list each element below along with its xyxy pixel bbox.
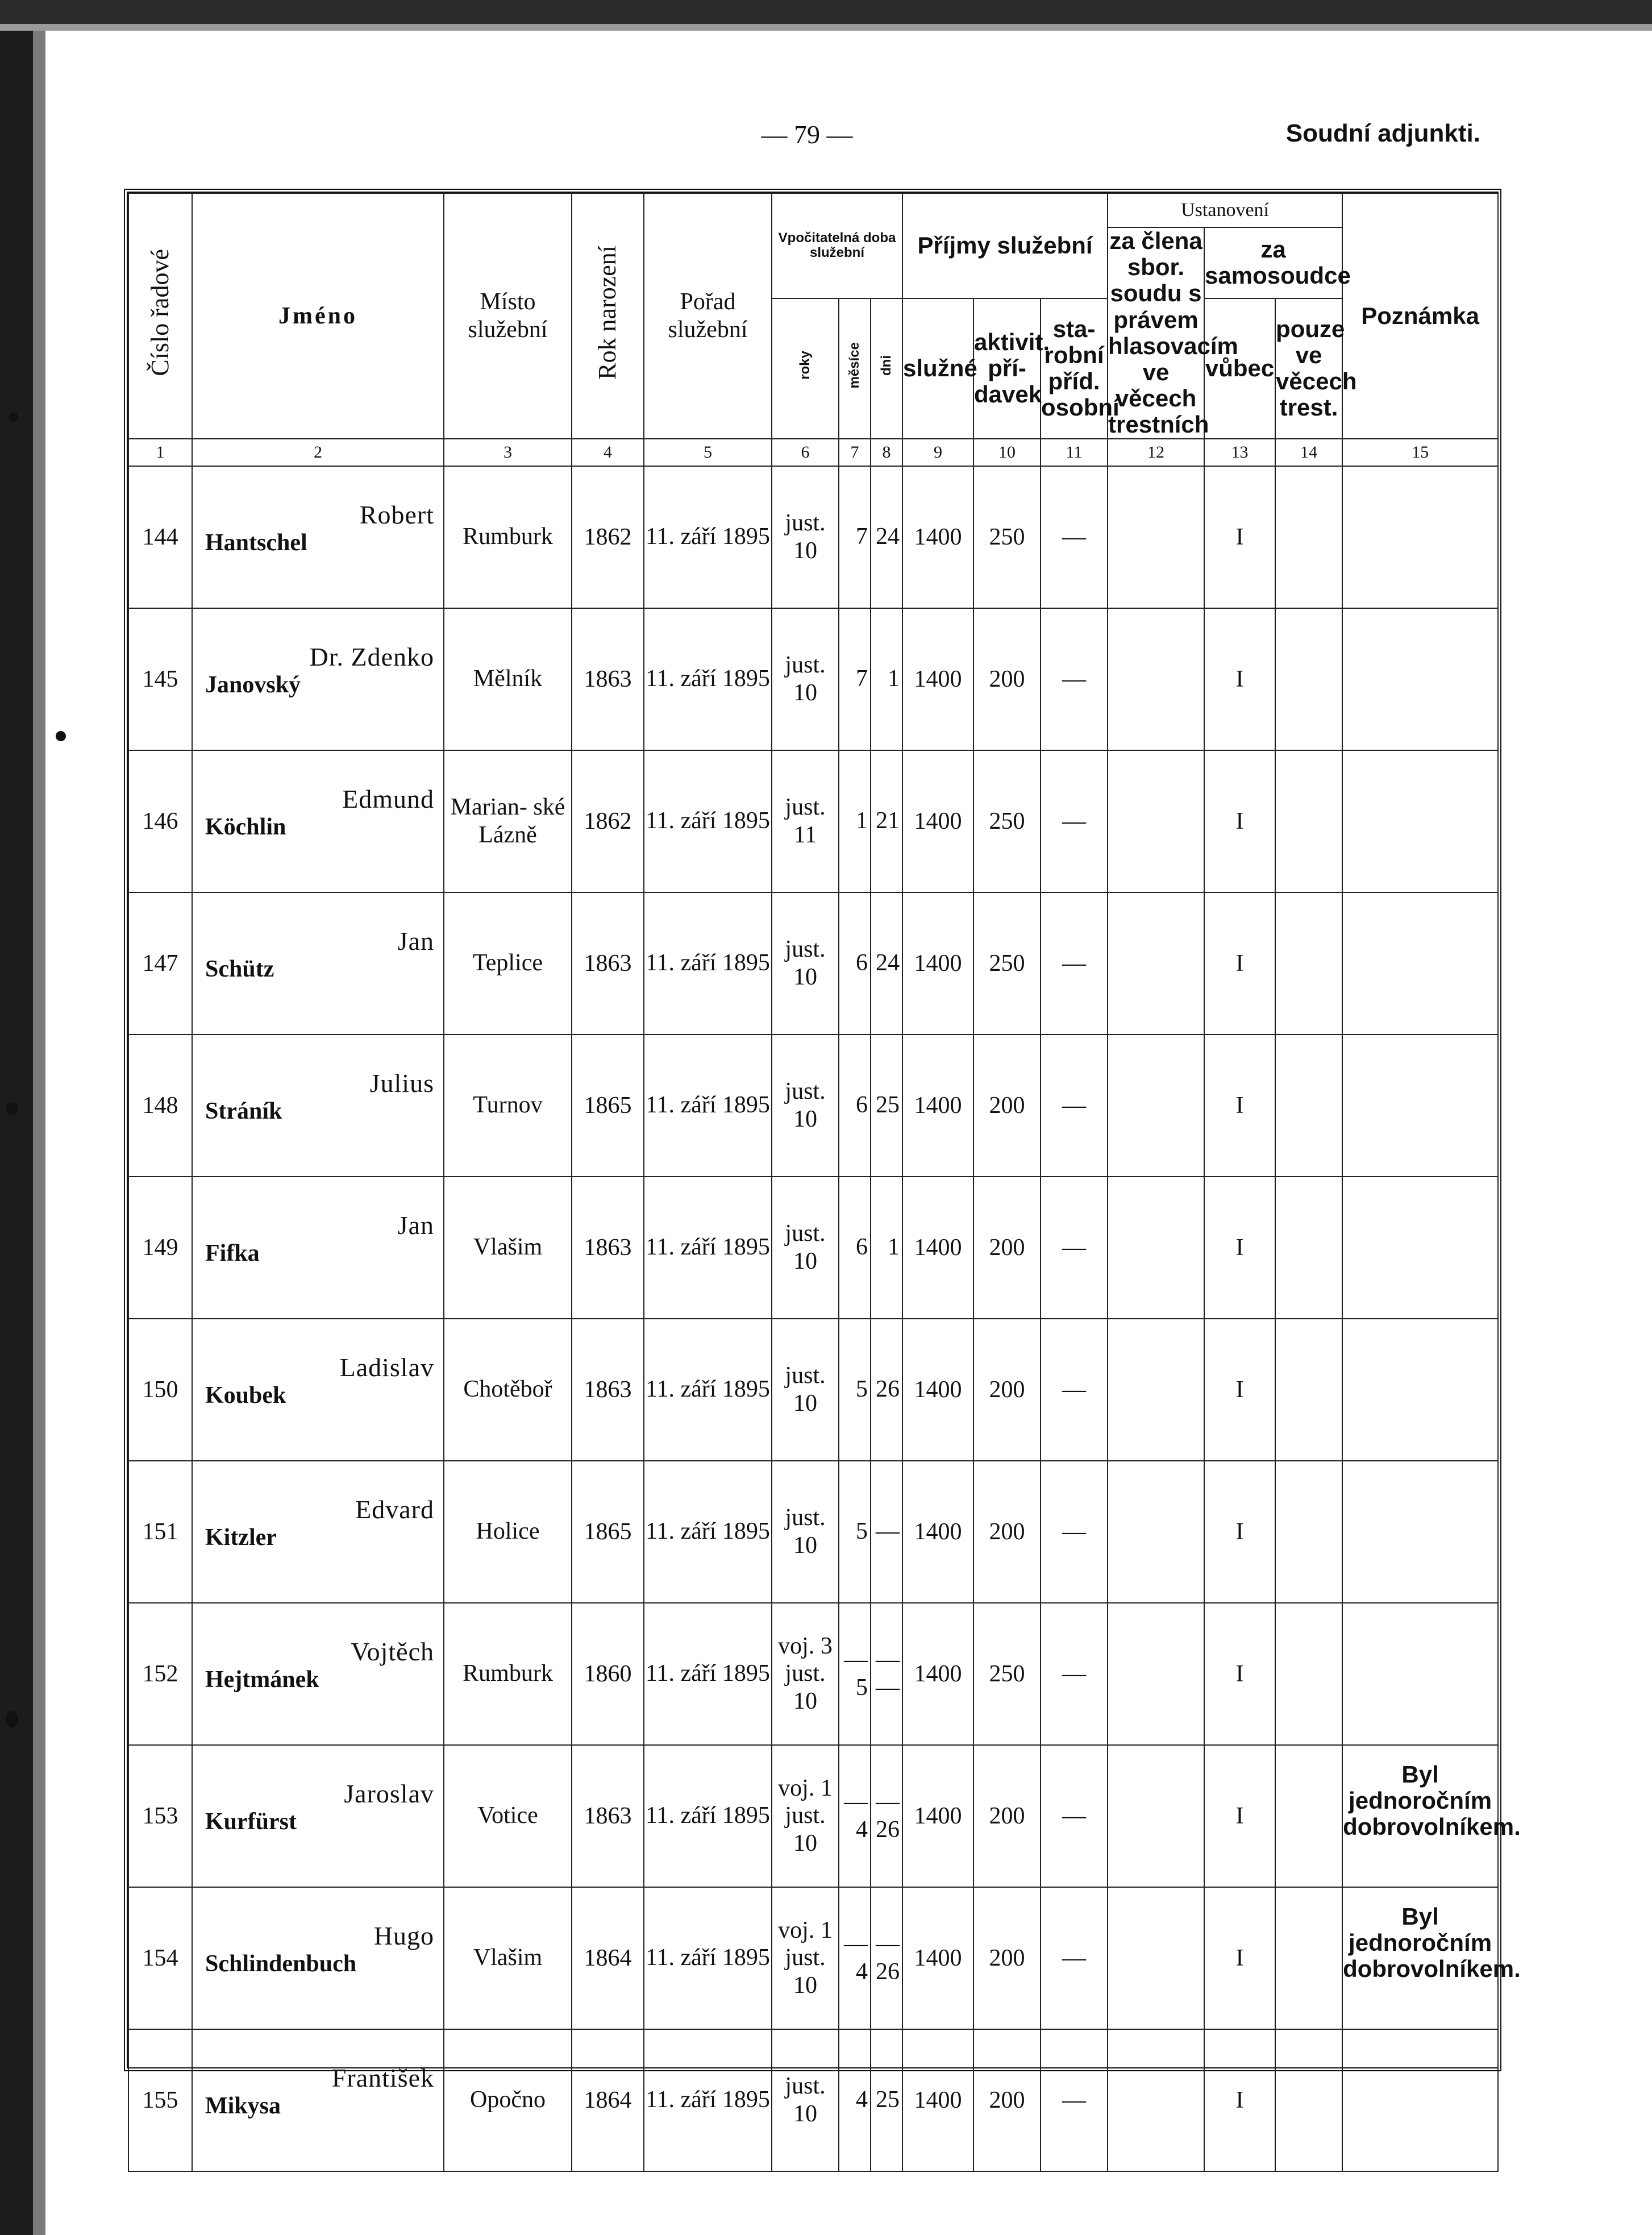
col-pouze-header: pouze ve věcech trest. <box>1275 298 1342 439</box>
table-row <box>128 608 1498 750</box>
service-order-cell: 11. září 1895 <box>644 1887 772 2029</box>
months-cell: 4 <box>839 2029 871 2171</box>
sole-judge-criminal-cell <box>1275 1035 1342 1177</box>
margin-speck <box>56 731 66 741</box>
table-row <box>128 1461 1498 1603</box>
seniority-allowance-cell: — <box>1041 1461 1108 1603</box>
column-number: 5 <box>644 439 772 466</box>
column-number: 13 <box>1204 439 1275 466</box>
name-cell <box>192 1603 444 1745</box>
note-cell <box>1342 608 1498 750</box>
salary-cell: 1400 <box>902 1603 973 1745</box>
surname: Koubek <box>205 1382 286 1409</box>
birth-year-cell: 1860 <box>572 1603 644 1745</box>
column-number: 14 <box>1275 439 1342 466</box>
sole-judge-criminal-cell <box>1275 1319 1342 1461</box>
sole-judge-criminal-cell <box>1275 1177 1342 1319</box>
service-kind: just. <box>785 652 826 679</box>
col-za-samosoudce-header: za samosoudce <box>1204 227 1342 298</box>
note-cell <box>1342 1603 1498 1745</box>
surname: Kurfürst <box>205 1808 297 1835</box>
service-order-cell: 11. září 1895 <box>644 1319 772 1461</box>
table-row <box>128 892 1498 1035</box>
sole-judge-general-cell: I <box>1204 2029 1275 2171</box>
place-cell: Vlašim <box>444 1177 572 1319</box>
column-number: 3 <box>444 439 572 466</box>
col-rok-header: Rok narození <box>572 193 644 439</box>
activity-allowance-cell: 200 <box>973 1177 1041 1319</box>
service-order-cell: 11. září 1895 <box>644 750 772 892</box>
col-poznamka-header: Poznámka <box>1342 193 1498 439</box>
given-name: Julius <box>369 1068 434 1098</box>
service-kind: just. <box>785 1220 826 1247</box>
given-name: Ladislav <box>339 1352 434 1382</box>
place-cell: Opočno <box>444 2029 572 2171</box>
place-cell: Votice <box>444 1745 572 1887</box>
place-cell: Rumburk <box>444 466 572 608</box>
activity-allowance-cell: 250 <box>973 1603 1041 1745</box>
sole-judge-general-cell: I <box>1204 1887 1275 2029</box>
birth-year-cell: 1863 <box>572 892 644 1035</box>
months-cell: 6 <box>839 1177 871 1319</box>
row-number: 150 <box>128 1319 192 1461</box>
given-name: Jan <box>397 926 434 956</box>
activity-allowance-cell: 250 <box>973 466 1041 608</box>
service-kind: just. <box>785 1505 826 1531</box>
birth-year-cell: 1863 <box>572 1745 644 1887</box>
days-cell: 24 <box>871 466 902 608</box>
sole-judge-general-cell: I <box>1204 1319 1275 1461</box>
member-court-cell <box>1108 1035 1204 1177</box>
col-dni-header: dni <box>871 298 902 439</box>
col-vubec-header: vůbec <box>1204 298 1275 439</box>
birth-year-cell: 1862 <box>572 466 644 608</box>
ledger-body <box>128 466 1521 2171</box>
days-cell: — 26 <box>871 1887 902 2029</box>
activity-allowance-cell: 200 <box>973 1319 1041 1461</box>
years-cell <box>772 1887 839 2029</box>
sole-judge-criminal-cell <box>1275 1461 1342 1603</box>
service-order-cell: 11. září 1895 <box>644 1035 772 1177</box>
surname: Hantschel <box>205 529 307 556</box>
sole-judge-general-cell: I <box>1204 1603 1275 1745</box>
name-cell <box>192 608 444 750</box>
years-value: 10 <box>793 1248 817 1274</box>
surname: Schütz <box>205 956 274 982</box>
days-cell: 25 <box>871 1035 902 1177</box>
col-misto-header: Místo služební <box>444 193 572 439</box>
given-name: František <box>331 2063 434 2092</box>
member-court-cell <box>1108 1887 1204 2029</box>
surname: Fifka <box>205 1240 260 1266</box>
years-cell <box>772 892 839 1035</box>
service-kind: just. <box>785 510 826 537</box>
scan-border-top <box>0 0 1652 24</box>
years-cell <box>772 1035 839 1177</box>
seniority-allowance-cell: — <box>1041 750 1108 892</box>
activity-allowance-cell: 250 <box>973 750 1041 892</box>
sole-judge-general-cell: I <box>1204 1177 1275 1319</box>
note-cell <box>1342 1035 1498 1177</box>
salary-cell: 1400 <box>902 1035 973 1177</box>
note-cell: Byl jednoročním dobrovolníkem. <box>1342 1887 1498 2029</box>
name-cell <box>192 892 444 1035</box>
col-mesice-header: měsíce <box>839 298 871 439</box>
activity-allowance-cell: 200 <box>973 1887 1041 2029</box>
member-court-cell <box>1108 1461 1204 1603</box>
salary-cell: 1400 <box>902 608 973 750</box>
column-number: 15 <box>1342 439 1498 466</box>
col-jmeno-header: Jméno <box>192 193 444 439</box>
sole-judge-criminal-cell <box>1275 1887 1342 2029</box>
column-number: 8 <box>871 439 902 466</box>
years-value: 10 <box>793 1532 817 1559</box>
days-cell: — 26 <box>871 1745 902 1887</box>
sole-judge-criminal-cell <box>1275 750 1342 892</box>
service-kind: just. <box>785 936 826 963</box>
ledger-frame <box>124 189 1521 2127</box>
months-cell: 6 <box>839 1035 871 1177</box>
column-number: 2 <box>192 439 444 466</box>
service-kind: just. <box>785 1362 826 1389</box>
years-value: 10 <box>793 963 817 990</box>
sole-judge-general-cell: I <box>1204 750 1275 892</box>
row-number: 149 <box>128 1177 192 1319</box>
place-cell: Chotěboř <box>444 1319 572 1461</box>
name-cell <box>192 1177 444 1319</box>
place-cell: Mělník <box>444 608 572 750</box>
given-name: Hugo <box>373 1921 434 1950</box>
col-aktivit-header: aktivit. pří- davek <box>973 298 1041 439</box>
service-kind: voj. 1 just. 10 <box>778 1775 833 1856</box>
note-cell <box>1342 2029 1498 2171</box>
margin-speck <box>9 413 18 422</box>
member-court-cell <box>1108 1177 1204 1319</box>
col-porad-header: Pořad služební <box>644 193 772 439</box>
name-cell <box>192 750 444 892</box>
column-number: 11 <box>1041 439 1108 466</box>
given-name: Edvard <box>355 1494 434 1524</box>
page-number: — 79 — <box>761 120 853 149</box>
months-cell: 1 <box>839 750 871 892</box>
salary-cell: 1400 <box>902 1177 973 1319</box>
column-number: 1 <box>128 439 192 466</box>
row-number: 145 <box>128 608 192 750</box>
sole-judge-criminal-cell <box>1275 2029 1342 2171</box>
service-order-cell: 11. září 1895 <box>644 892 772 1035</box>
months-cell: 7 <box>839 466 871 608</box>
months-cell: 5 <box>839 1461 871 1603</box>
days-cell: 25 <box>871 2029 902 2171</box>
member-court-cell <box>1108 892 1204 1035</box>
service-order-cell: 11. září 1895 <box>644 608 772 750</box>
name-cell <box>192 1745 444 1887</box>
note-cell <box>1342 750 1498 892</box>
surname: Janovský <box>205 671 301 698</box>
seniority-allowance-cell: — <box>1041 466 1108 608</box>
table-row <box>128 1177 1498 1319</box>
years-cell <box>772 750 839 892</box>
salary-cell: 1400 <box>902 466 973 608</box>
seniority-allowance-cell: — <box>1041 1745 1108 1887</box>
section-title: Soudní adjunkti. <box>1285 119 1480 147</box>
name-cell <box>192 1319 444 1461</box>
days-cell: 21 <box>871 750 902 892</box>
scan-border-left-shadow <box>33 0 45 2235</box>
col-ustanoveni-header: Ustanovení <box>1108 193 1342 227</box>
salary-cell: 1400 <box>902 1745 973 1887</box>
sole-judge-criminal-cell <box>1275 608 1342 750</box>
table-row <box>128 1745 1498 1887</box>
seniority-allowance-cell: — <box>1041 2029 1108 2171</box>
years-cell <box>772 1461 839 1603</box>
sole-judge-general-cell: I <box>1204 1745 1275 1887</box>
member-court-cell <box>1108 1319 1204 1461</box>
row-number: 155 <box>128 2029 192 2171</box>
margin-speck <box>6 1711 18 1728</box>
margin-speck <box>6 1103 18 1115</box>
sole-judge-general-cell: I <box>1204 608 1275 750</box>
place-cell: Marian- ské Lázně <box>444 750 572 892</box>
seniority-allowance-cell: — <box>1041 1887 1108 2029</box>
years-value: 10 <box>793 2100 817 2127</box>
seniority-allowance-cell: — <box>1041 608 1108 750</box>
place-cell: Holice <box>444 1461 572 1603</box>
service-order-cell: 11. září 1895 <box>644 1603 772 1745</box>
days-cell: 26 <box>871 1319 902 1461</box>
years-cell <box>772 2029 839 2171</box>
name-cell <box>192 1035 444 1177</box>
years-value: 10 <box>793 1390 817 1416</box>
birth-year-cell: 1864 <box>572 1887 644 2029</box>
place-cell: Vlašim <box>444 1887 572 2029</box>
member-court-cell <box>1108 1745 1204 1887</box>
note-cell <box>1342 466 1498 608</box>
activity-allowance-cell: 250 <box>973 892 1041 1035</box>
years-cell <box>772 466 839 608</box>
scan-border-left <box>0 0 33 2235</box>
activity-allowance-cell: 200 <box>973 1461 1041 1603</box>
col-roky-header: roky <box>772 298 839 439</box>
sole-judge-criminal-cell <box>1275 1745 1342 1887</box>
row-number: 151 <box>128 1461 192 1603</box>
given-name: Dr. Zdenko <box>309 642 434 671</box>
days-cell: 1 <box>871 1177 902 1319</box>
given-name: Edmund <box>342 784 434 813</box>
seniority-allowance-cell: — <box>1041 1319 1108 1461</box>
table-row <box>128 1603 1498 1745</box>
surname: Mikysa <box>205 2092 281 2119</box>
months-cell: 5 <box>839 1319 871 1461</box>
column-number: 6 <box>772 439 839 466</box>
years-cell <box>772 1177 839 1319</box>
place-cell: Teplice <box>444 892 572 1035</box>
salary-cell: 1400 <box>902 2029 973 2171</box>
note-cell <box>1342 892 1498 1035</box>
given-name: Robert <box>359 500 434 529</box>
service-order-cell: 11. září 1895 <box>644 466 772 608</box>
salary-cell: 1400 <box>902 750 973 892</box>
birth-year-cell: 1862 <box>572 750 644 892</box>
activity-allowance-cell: 200 <box>973 1035 1041 1177</box>
col-sluzne-header: služné <box>902 298 973 439</box>
place-cell: Turnov <box>444 1035 572 1177</box>
given-name: Jaroslav <box>344 1779 434 1808</box>
row-number: 144 <box>128 466 192 608</box>
member-court-cell <box>1108 608 1204 750</box>
surname: Hejtmánek <box>205 1666 319 1693</box>
birth-year-cell: 1863 <box>572 1177 644 1319</box>
sole-judge-general-cell: I <box>1204 1461 1275 1603</box>
table-row <box>128 1035 1498 1177</box>
service-order-cell: 11. září 1895 <box>644 1461 772 1603</box>
seniority-allowance-cell: — <box>1041 1035 1108 1177</box>
table-row <box>128 2029 1498 2171</box>
years-cell <box>772 1745 839 1887</box>
table-row <box>128 1887 1498 2029</box>
birth-year-cell: 1865 <box>572 1461 644 1603</box>
member-court-cell <box>1108 750 1204 892</box>
col-za-clena-header: za člena sbor. soudu s právem hlasovacím ve věcech trestních <box>1108 227 1238 438</box>
salary-cell: 1400 <box>902 1887 973 2029</box>
row-number: 153 <box>128 1745 192 1887</box>
sole-judge-criminal-cell <box>1275 1603 1342 1745</box>
row-number: 154 <box>128 1887 192 2029</box>
days-cell: 1 <box>871 608 902 750</box>
surname: Kitzler <box>205 1524 277 1551</box>
days-cell: 24 <box>871 892 902 1035</box>
member-court-cell <box>1108 1603 1204 1745</box>
days-cell: — — <box>871 1603 902 1745</box>
sole-judge-general-cell: I <box>1204 892 1275 1035</box>
months-cell: 6 <box>839 892 871 1035</box>
seniority-allowance-cell: — <box>1041 1603 1108 1745</box>
row-number: 147 <box>128 892 192 1035</box>
name-cell <box>192 466 444 608</box>
note-cell <box>1342 1177 1498 1319</box>
surname: Schlindenbuch <box>205 1950 357 1977</box>
sole-judge-criminal-cell <box>1275 466 1342 608</box>
birth-year-cell: 1863 <box>572 1319 644 1461</box>
seniority-allowance-cell: — <box>1041 1177 1108 1319</box>
seniority-allowance-cell: — <box>1041 892 1108 1035</box>
column-number: 9 <box>902 439 973 466</box>
service-kind: just. <box>785 794 826 821</box>
note-cell <box>1342 1319 1498 1461</box>
years-value: 10 <box>793 679 817 706</box>
activity-allowance-cell: 200 <box>973 2029 1041 2171</box>
birth-year-cell: 1865 <box>572 1035 644 1177</box>
years-value: 10 <box>793 537 817 564</box>
service-kind: voj. 3 just. 10 <box>778 1633 833 1714</box>
col-starobni-header: sta- robní příd. osobní <box>1041 298 1108 439</box>
name-cell <box>192 1461 444 1603</box>
col-cislo-header: Číslo řadové <box>128 193 192 439</box>
column-number-row <box>128 439 1498 466</box>
salary-cell: 1400 <box>902 1461 973 1603</box>
days-cell: — <box>871 1461 902 1603</box>
row-number: 148 <box>128 1035 192 1177</box>
table-row <box>128 466 1498 608</box>
activity-allowance-cell: 200 <box>973 1745 1041 1887</box>
years-value: 10 <box>793 1106 817 1132</box>
years-value: 11 <box>793 821 817 848</box>
surname: Stráník <box>205 1098 282 1124</box>
note-cell: Byl jednoročním dobrovolníkem. <box>1342 1745 1498 1887</box>
surname: Köchlin <box>205 813 286 840</box>
col-prijmy-header: Příjmy služební <box>902 193 1108 298</box>
service-kind: just. <box>785 1078 826 1105</box>
salary-cell: 1400 <box>902 892 973 1035</box>
note-cell <box>1342 1461 1498 1603</box>
given-name: Vojtěch <box>351 1636 434 1666</box>
member-court-cell <box>1108 2029 1204 2171</box>
name-cell <box>192 2029 444 2171</box>
salary-cell: 1400 <box>902 1319 973 1461</box>
birth-year-cell: 1864 <box>572 2029 644 2171</box>
header-row-1 <box>128 193 1498 227</box>
scan-border-top-shadow <box>0 24 1652 31</box>
years-cell <box>772 608 839 750</box>
name-cell <box>192 1887 444 2029</box>
months-cell: — 4 <box>839 1887 871 2029</box>
sole-judge-general-cell: I <box>1204 466 1275 608</box>
service-order-cell: 11. září 1895 <box>644 1745 772 1887</box>
birth-year-cell: 1863 <box>572 608 644 750</box>
service-order-cell: 11. září 1895 <box>644 1177 772 1319</box>
service-kind: voj. 1 just. 10 <box>778 1917 833 1999</box>
table-row <box>128 750 1498 892</box>
col-doba-header: Vpočitatelná doba služební <box>772 193 902 298</box>
row-number: 146 <box>128 750 192 892</box>
years-cell <box>772 1319 839 1461</box>
service-kind: just. <box>785 2073 826 2100</box>
months-cell: 7 <box>839 608 871 750</box>
member-court-cell <box>1108 466 1204 608</box>
column-number: 4 <box>572 439 644 466</box>
column-number: 12 <box>1108 439 1204 466</box>
ledger-table <box>128 193 1521 2172</box>
months-cell: — 5 <box>839 1603 871 1745</box>
place-cell: Rumburk <box>444 1603 572 1745</box>
years-cell <box>772 1603 839 1745</box>
column-number: 7 <box>839 439 871 466</box>
months-cell: — 4 <box>839 1745 871 1887</box>
service-order-cell: 11. září 1895 <box>644 2029 772 2171</box>
sole-judge-general-cell: I <box>1204 1035 1275 1177</box>
sole-judge-criminal-cell <box>1275 892 1342 1035</box>
row-number: 152 <box>128 1603 192 1745</box>
given-name: Jan <box>397 1210 434 1240</box>
column-number: 10 <box>973 439 1041 466</box>
table-row <box>128 1319 1498 1461</box>
activity-allowance-cell: 200 <box>973 608 1041 750</box>
